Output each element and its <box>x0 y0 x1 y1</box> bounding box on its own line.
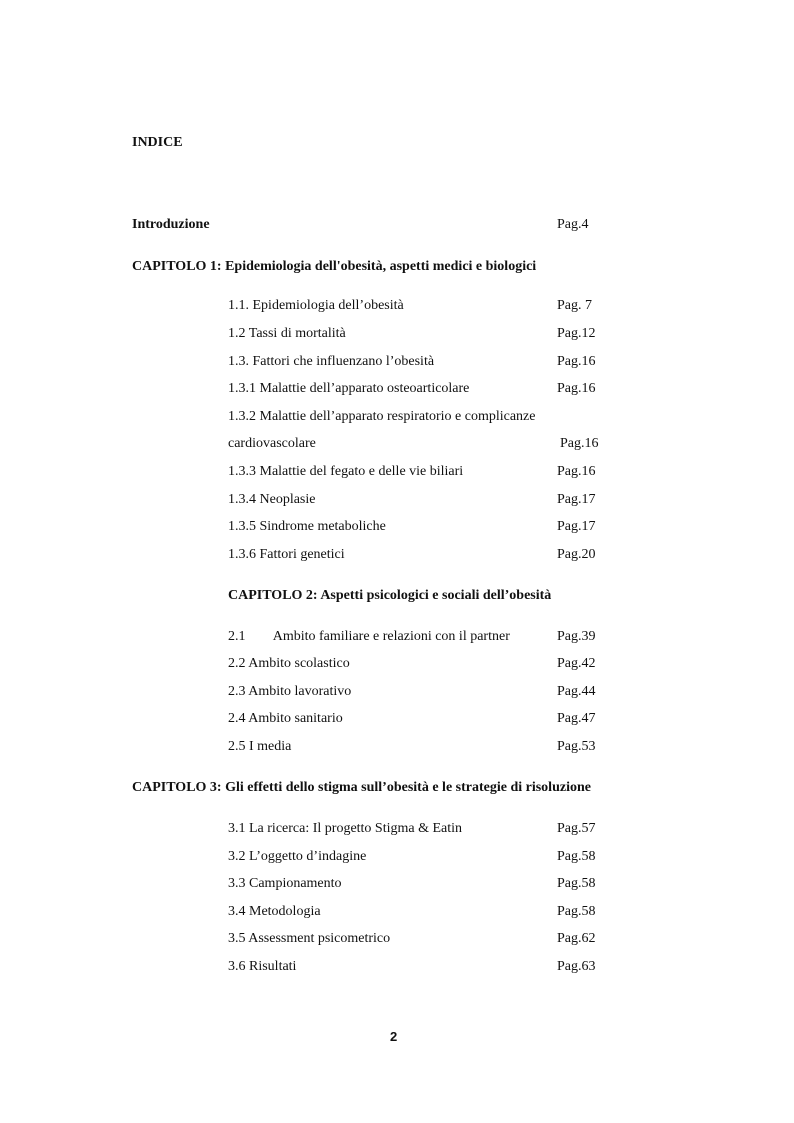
toc-page: Pag.12 <box>557 326 596 341</box>
toc-entry: 3.4 Metodologia <box>228 904 321 919</box>
toc-entry: 1.3.5 Sindrome metaboliche <box>228 519 386 534</box>
toc-entry: 2.4 Ambito sanitario <box>228 711 343 726</box>
toc-page: Pag.17 <box>557 519 596 534</box>
index-title: INDICE <box>132 135 183 150</box>
toc-page: Pag.62 <box>557 931 596 946</box>
toc-entry: 3.1 La ricerca: Il progetto Stigma & Eatin <box>228 821 463 836</box>
toc-entry: 1.3.2 Malattie dell’apparato respiratorio e complicanze <box>228 409 536 424</box>
toc-page: Pag.58 <box>557 876 596 891</box>
toc-page: Pag.16 <box>557 381 596 396</box>
toc-entry: 1.1. Epidemiologia dell’obesità <box>228 298 404 313</box>
toc-page: Pag.16 <box>557 464 596 479</box>
toc-page: Pag.17 <box>557 492 596 507</box>
toc-entry: 1.3.1 Malattie dell’apparato osteoarticolare <box>228 381 470 396</box>
toc-page: Pag.20 <box>557 547 596 562</box>
page-number: 2 <box>390 1029 398 1044</box>
toc-page: Pag.47 <box>557 711 596 726</box>
chapter1-heading: CAPITOLO 1: Epidemiologia dell'obesità, aspetti medici e biologici <box>132 259 537 274</box>
toc-entry: 3.5 Assessment psicometrico <box>228 931 391 946</box>
toc-entry: cardiovascolare <box>228 436 316 451</box>
chapter3-heading: CAPITOLO 3: Gli effetti dello stigma sull’obesità e le strategie di risoluzione <box>132 780 591 795</box>
toc-page: Pag.58 <box>557 849 596 864</box>
toc-page: Pag.42 <box>557 656 596 671</box>
toc-entry: 2.1 Ambito familiare e relazioni con il partner <box>228 629 510 644</box>
toc-entry: 3.2 L’oggetto d’indagine <box>228 849 367 864</box>
chapter2-heading: CAPITOLO 2: Aspetti psicologici e sociali dell’obesità <box>228 588 552 603</box>
toc-entry: 3.3 Campionamento <box>228 876 342 891</box>
toc-entry: 1.3. Fattori che influenzano l’obesità <box>228 354 435 369</box>
toc-page: Pag.44 <box>557 684 596 699</box>
intro-label: Introduzione <box>132 217 210 232</box>
toc-entry: 1.3.4 Neoplasie <box>228 492 316 507</box>
toc-entry: 2.2 Ambito scolastico <box>228 656 350 671</box>
toc-page: Pag.58 <box>557 904 596 919</box>
toc-page: Pag.39 <box>557 629 596 644</box>
toc-entry: 1.3.6 Fattori genetici <box>228 547 345 562</box>
intro-page: Pag.4 <box>557 217 589 232</box>
toc-page: Pag. 7 <box>557 298 592 313</box>
toc-entry: 1.3.3 Malattie del fegato e delle vie biliari <box>228 464 464 479</box>
toc-entry: 2.3 Ambito lavorativo <box>228 684 352 699</box>
toc-entry: 2.5 I media <box>228 739 292 754</box>
toc-page: Pag.53 <box>557 739 596 754</box>
toc-entry: 1.2 Tassi di mortalità <box>228 326 346 341</box>
toc-page: Pag.16 <box>557 354 596 369</box>
toc-page: Pag.63 <box>557 959 596 974</box>
toc-page: Pag.16 <box>560 436 599 451</box>
toc-page: Pag.57 <box>557 821 596 836</box>
toc-entry: 3.6 Risultati <box>228 959 297 974</box>
